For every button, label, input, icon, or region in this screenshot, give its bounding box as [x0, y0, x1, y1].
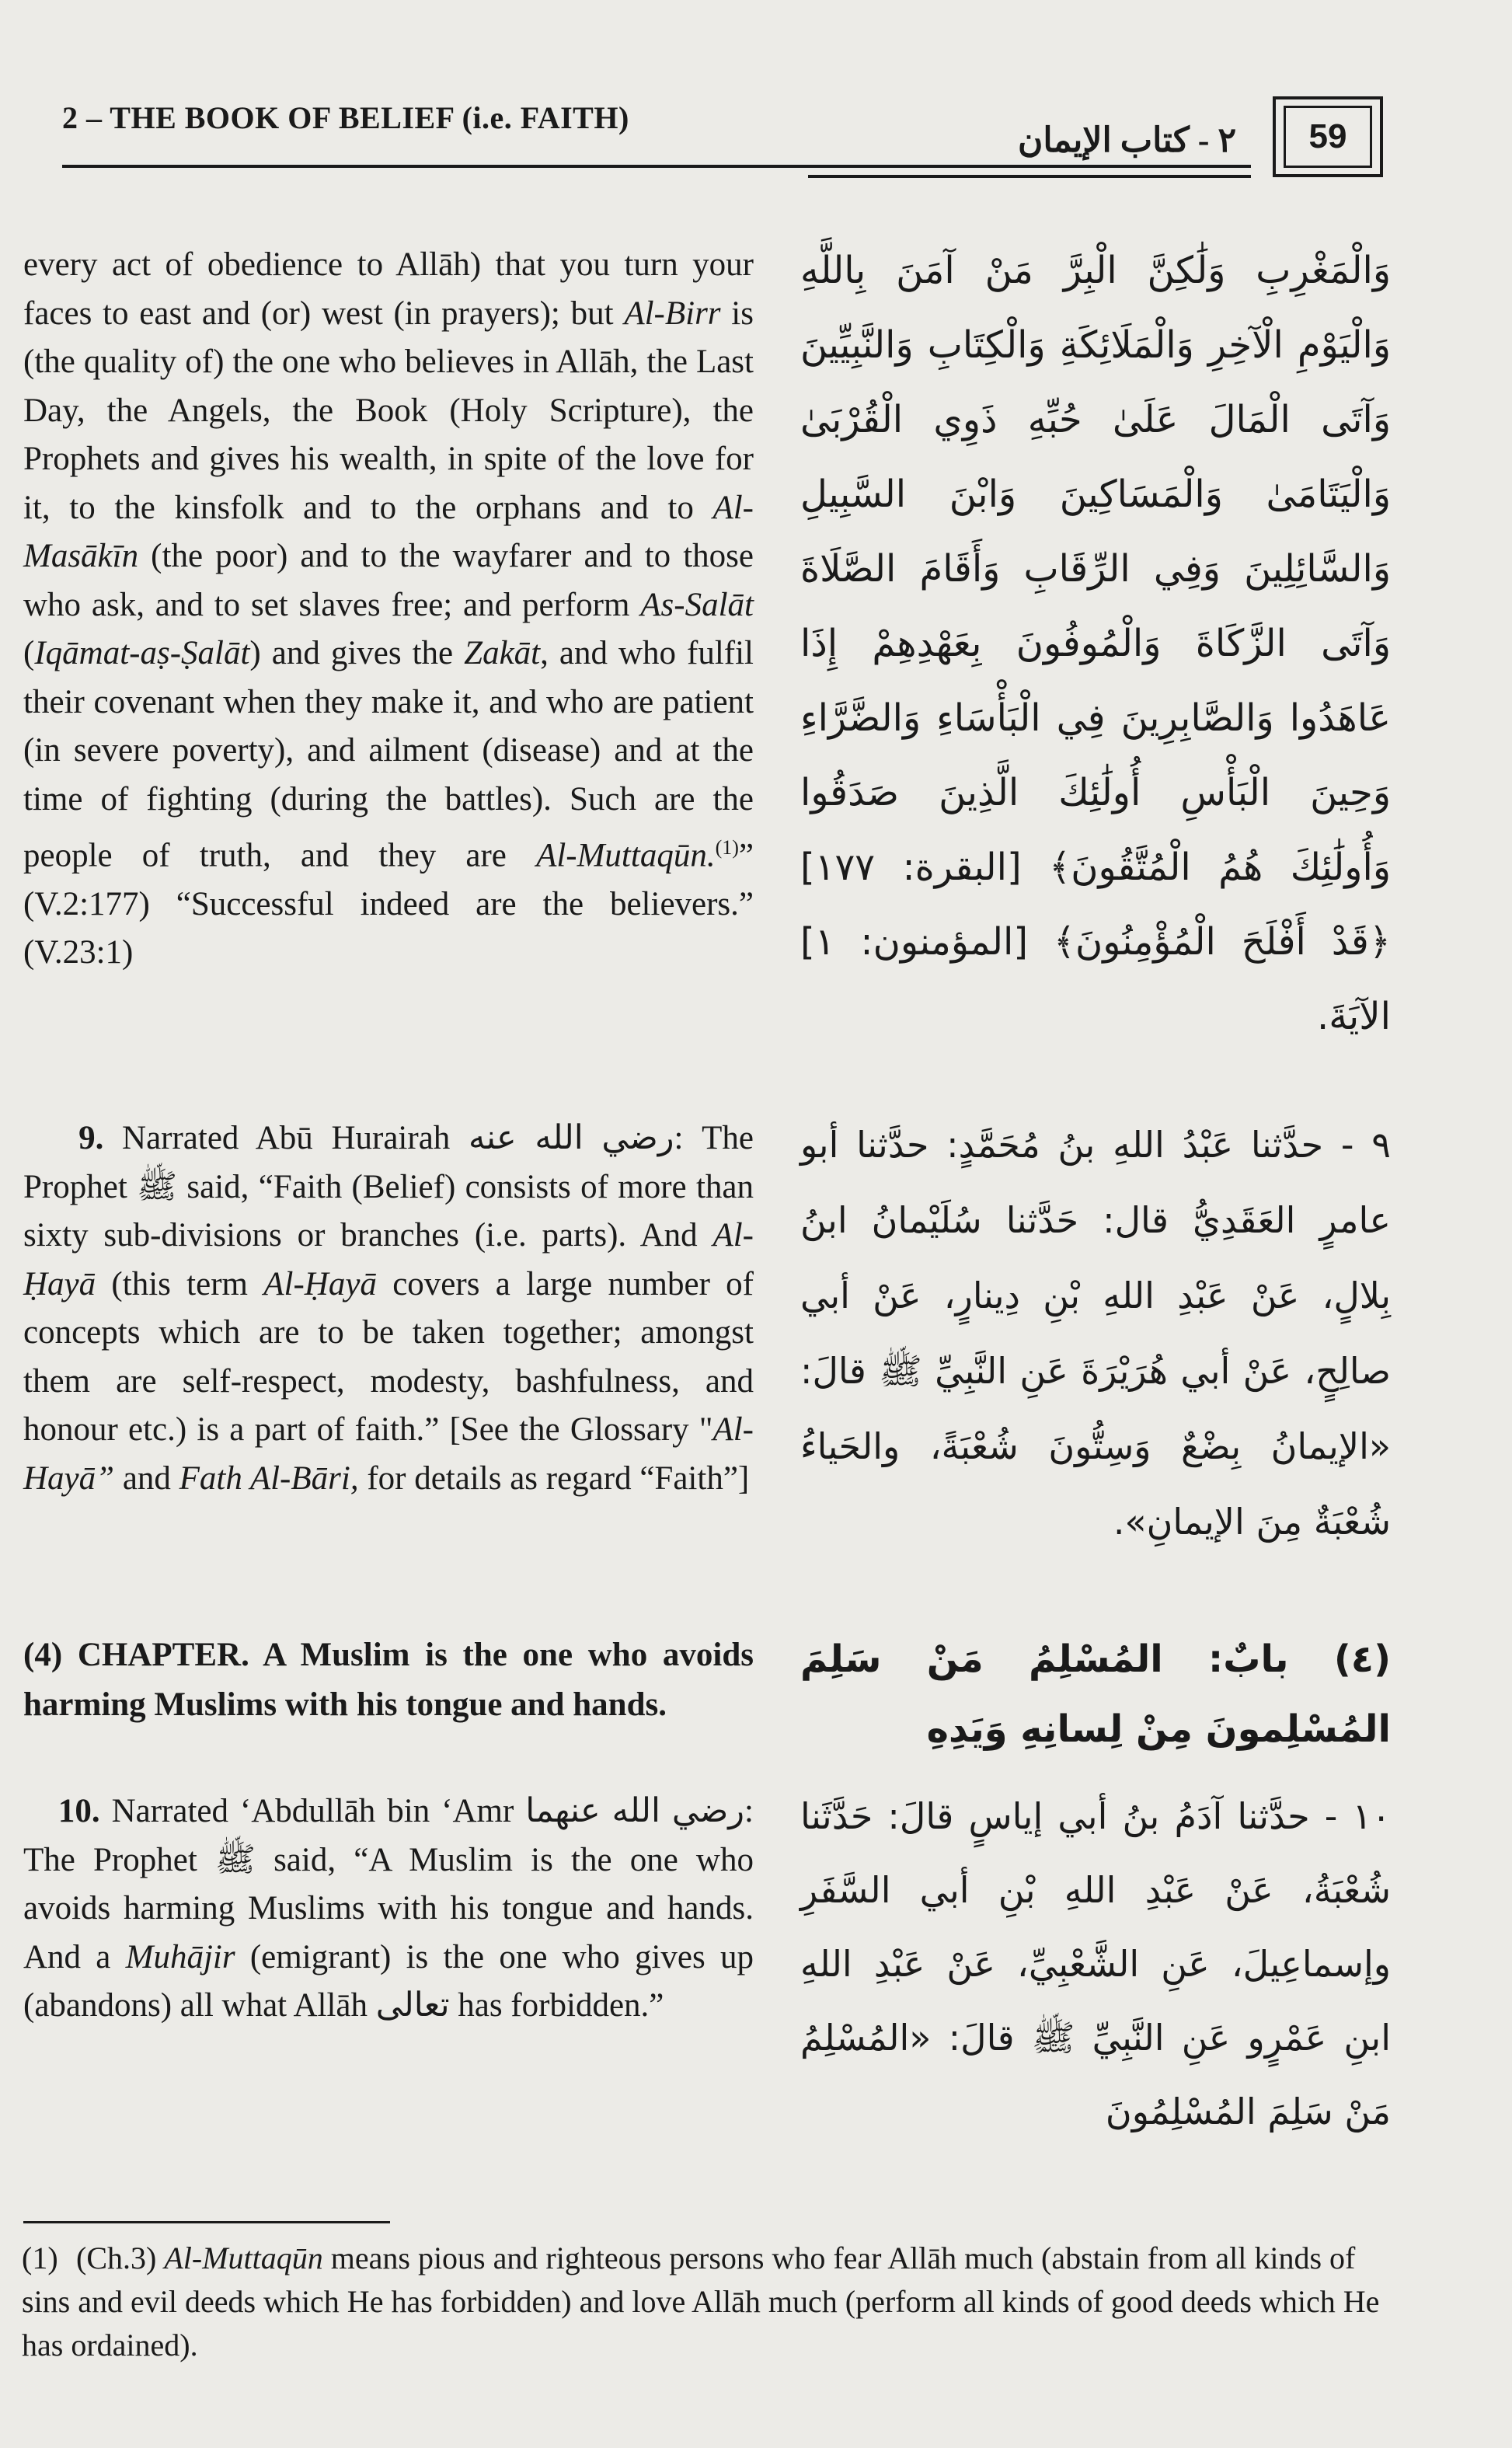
footnote: (1) (Ch.3) Al-Muttaqūn means pious and righteous persons who fear Allāh much (abstain from all kinds of sins and evil deeds which He has forbidden) and love Allāh much (perform all kinds of good deeds which He has ordained). [22, 2237, 1389, 2367]
chapter-4-heading: (4) CHAPTER. A Muslim is the one who avoids harming Muslims with his tongue and hands. [23, 1637, 754, 1723]
header-rule [62, 165, 1251, 168]
hadith-number: 9. [78, 1120, 104, 1156]
footnote-rule [23, 2221, 390, 2223]
running-header-arabic: ٢ - كتاب الإيمان [1018, 121, 1237, 159]
chapter-4-heading-arabic: (٤) بابٌ: المُسْلِمُ مَنْ سَلِمَ المُسْلِمونَ مِنْ لِسانِهِ وَيَدِهِ [800, 1637, 1391, 1751]
page-number-box [1273, 96, 1383, 177]
verse-translation: every act of obedience to Allāh) that you turn your faces to east and (or) west (in prayers); but Al-Birr is (the quality of) the one who believes in Allāh, the Last Day, the Angels, the Book (Holy Scripture), the Prophets and gives his wealth, in spite of the love for it, to the kinsfolk and to the orphans and to Al-Masākīn (the poor) and to the wayfarer and to those who ask, and to set slaves free; and perform As-Salāt (Iqāmat-aṣ-Ṣalāt) and gives the Zakāt, and who fulfil their covenant when they make it, and who are patient (in severe poverty), and ailment (disease) and at the time of fighting (during the battles). Such are the people of truth, and they are Al-Muttaqūn.$^{(1)}$” (V.2:177) “Successful indeed are the believers.” (V.23:1) [23, 246, 754, 971]
hadith-number: 10. [57, 1793, 100, 1829]
hadith-10-arabic: ١٠ - حدَّثنا آدَمُ بنُ أبي إياسٍ قالَ: حَدَّثَنا شُعْبَةُ، عَنْ عَبْدِ اللهِ بْنِ أبي السَّفَرِ وإسماعِيلَ، عَنِ الشَّعْبِيِّ، عَنْ عَبْدِ اللهِ ابنِ عَمْرٍو عَنِ النَّبِيِّ ﷺ قالَ: «المُسْلِمُ مَنْ سَلِمَ المُسْلِمُونَ [800, 1795, 1391, 2132]
hadith-9-arabic: ٩ - حدَّثنا عَبْدُ اللهِ بنُ مُحَمَّدٍ: حدَّثنا أبو عامرٍ العَقَدِيُّ قال: حَدَّثنا سُلَيْمانُ ابنُ بِلالٍ، عَنْ عَبْدِ اللهِ بْنِ دِينارٍ، عَنْ أبي صالِحٍ، عَنْ أبي هُرَيْرَةَ عَنِ النَّبِيِّ ﷺ قالَ: «الإيمانُ بِضْعٌ وَسِتُّونَ شُعْبَةً، والحَياءُ شُعْبَةٌ مِنَ الإيمانِ». [800, 1124, 1391, 1543]
running-header-english: 2 – THE BOOK OF BELIEF (i.e. FAITH) [62, 100, 629, 135]
footnote-number: (1) [22, 2241, 58, 2275]
page-number: 59 [1284, 106, 1372, 168]
hadith-9-translation: 9. Narrated Abū Hurairah رضي الله عنه: The Prophet ﷺ said, “Faith (Belief) consists of more than sixty sub-divisions or branches (i.e. parts). And Al-Ḥayā (this term Al-Ḥayā covers a large number of concepts which are to be taken together; amongst them are self-respect, modesty, bashfulness, and honour etc.) is a part of faith.” [See the Glossary "Al-Hayā” and Fath Al-Bāri, for details as regard “Faith”] [23, 1120, 754, 1497]
footnote-ref: (1) [715, 836, 739, 859]
header-rule-secondary [808, 175, 1251, 178]
verse-arabic: وَالْمَغْرِبِ وَلَٰكِنَّ الْبِرَّ مَنْ آمَنَ بِاللَّهِ وَالْيَوْمِ الْآخِرِ وَالْمَلَائِكَةِ وَالْكِتَابِ وَالنَّبِيِّينَ وَآتَى الْمَالَ عَلَىٰ حُبِّهِ ذَوِي الْقُرْبَىٰ وَالْيَتَامَىٰ وَالْمَسَاكِينَ وَابْنَ السَّبِيلِ وَالسَّائِلِينَ وَفِي الرِّقَابِ وَأَقَامَ الصَّلَاةَ وَآتَى الزَّكَاةَ وَالْمُوفُونَ بِعَهْدِهِمْ إِذَا عَاهَدُوا وَالصَّابِرِينَ فِي الْبَأْسَاءِ وَالضَّرَّاءِ وَحِينَ الْبَأْسِ أُولَٰئِكَ الَّذِينَ صَدَقُوا وَأُولَٰئِكَ هُمُ الْمُتَّقُونَ﴾ [البقرة: ١٧٧] ﴿قَدْ أَفْلَحَ الْمُؤْمِنُونَ﴾ [المؤمنون: ١] الآيَةَ. [800, 249, 1391, 1038]
hadith-10-translation: 10. Narrated ‘Abdullāh bin ‘Amr رضي الله عنهما: The Prophet ﷺ said, “A Muslim is the one who avoids harming Muslims with his tongue and hands. And a Muhājir (emigrant) is the one who gives up (abandons) all what Allāh تعالى has forbidden.” [23, 1793, 754, 2024]
